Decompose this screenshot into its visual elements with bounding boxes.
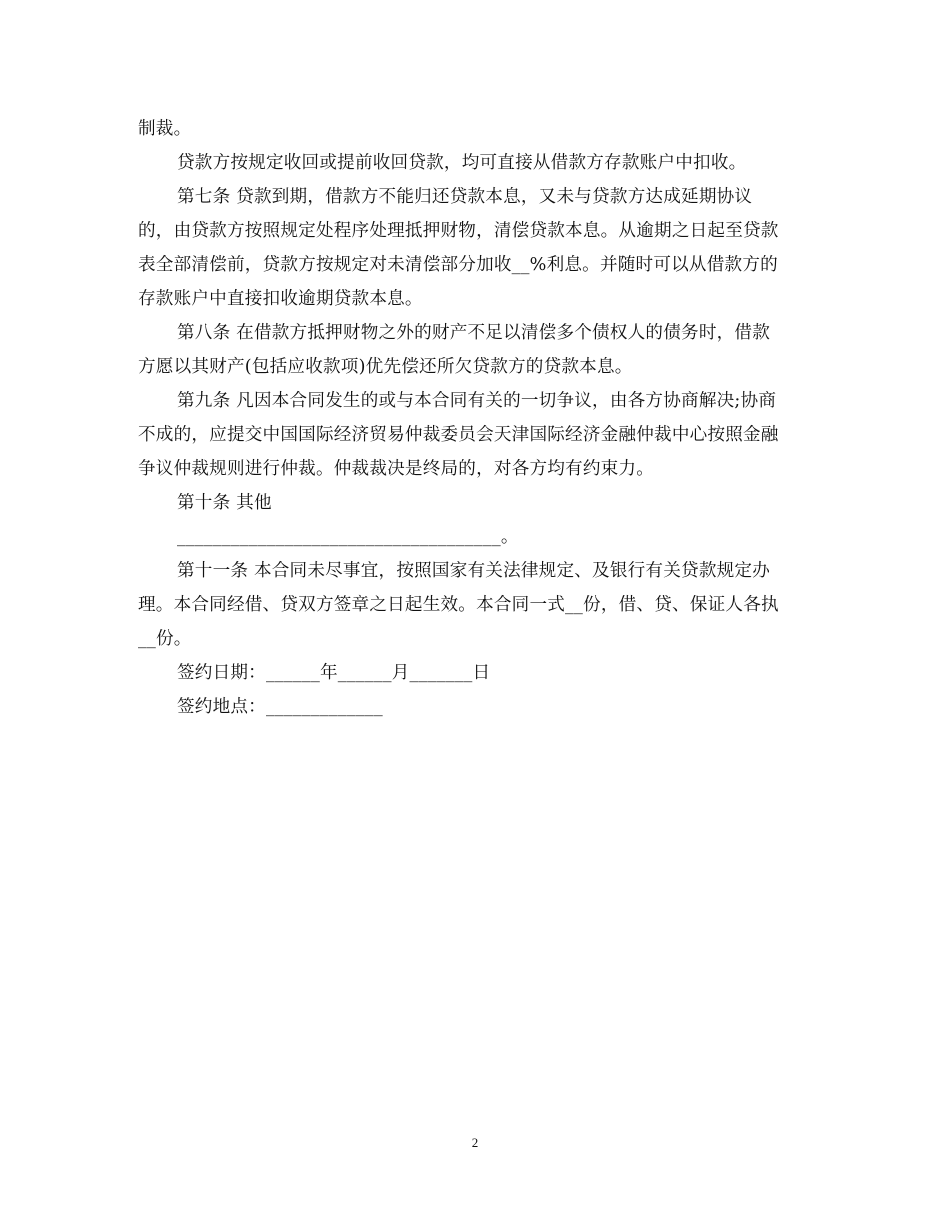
text-line: 制裁。 <box>138 119 192 139</box>
article-11-heading: 第十一条 本合同未尽事宜，按照国家有关法律规定、及银行有关贷款规定办 <box>177 561 770 581</box>
signing-place: 签约地点：_____________ <box>177 697 383 717</box>
article-10-heading: 第十条 其他 <box>177 493 272 513</box>
text-line: 存款账户中直接扣收逾期贷款本息。 <box>138 289 423 309</box>
page-number: 2 <box>471 1135 479 1150</box>
text-line: 不成的，应提交中国国际经济贸易仲裁委员会天津国际经济金融仲裁中心按照金融 <box>138 425 779 445</box>
article-7-heading: 第七条 贷款到期，借款方不能归还贷款本息，又未与贷款方达成延期协议 <box>177 187 753 207</box>
text-line: 表全部清偿前，贷款方按规定对未清偿部分加收__%利息。并随时可以从借款方的 <box>138 255 778 275</box>
text-line: 的，由贷款方按照规定处程序处理抵押财物，清偿贷款本息。从逾期之日起至贷款 <box>138 221 779 241</box>
article-9-heading: 第九条 凡因本合同发生的或与本合同有关的一切争议，由各方协商解决;协商 <box>177 391 777 411</box>
signing-date: 签约日期：______年______月_______日 <box>177 663 491 683</box>
text-line: 争议仲裁规则进行仲裁。仲裁裁决是终局的，对各方均有约束力。 <box>138 459 655 479</box>
text-line: 方愿以其财产(包括应收款项)优先偿还所欠贷款方的贷款本息。 <box>138 357 633 377</box>
blank-fill-line: ____________________________________。 <box>177 527 519 547</box>
text-line: 理。本合同经借、贷双方签章之日起生效。本合同一式__份，借、贷、保证人各执 <box>138 595 779 615</box>
text-line: __份。 <box>138 629 192 649</box>
article-8-heading: 第八条 在借款方抵押财物之外的财产不足以清偿多个债权人的债务时，借款 <box>177 323 770 343</box>
document-body <box>138 112 814 724</box>
text-line: 贷款方按规定收回或提前收回贷款，均可直接从借款方存款账户中扣收。 <box>177 153 747 173</box>
